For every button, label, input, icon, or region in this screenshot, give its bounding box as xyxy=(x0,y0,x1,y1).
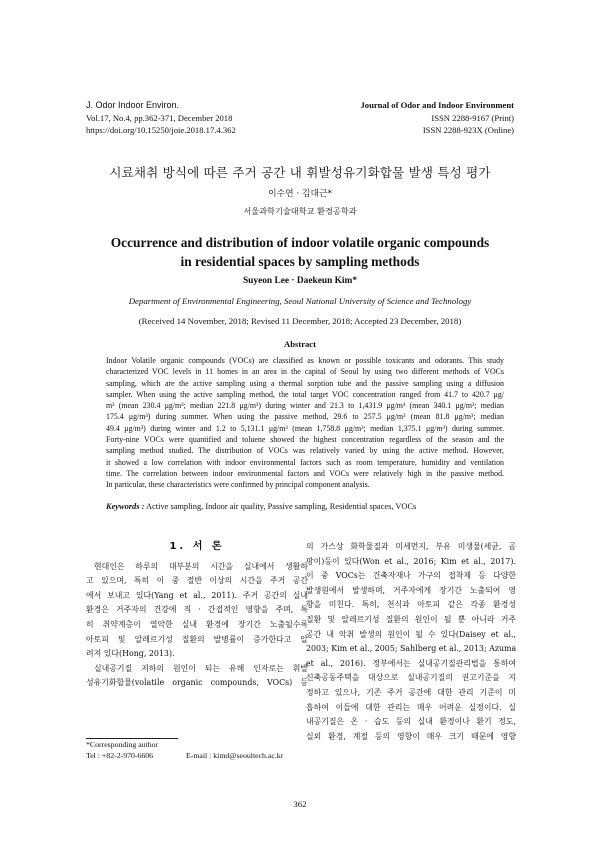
phone-number: Tel : +82-2-970-6606 xyxy=(86,750,154,760)
body-line: 에서 보내고 있다(Yang et al., 2011). 주거 공간의 실내 xyxy=(86,590,308,600)
keywords xyxy=(106,502,526,511)
korean-title: 시료채취 방식에 따른 주거 공간 내 휘발성유기화합물 발생 특성 평가 xyxy=(109,165,491,180)
contact-line xyxy=(86,751,283,762)
english-title xyxy=(60,233,540,271)
abstract-line: it showed a low correlation with indoor environmental factors such as room temperature, humidity and ventilation xyxy=(106,457,504,467)
body-line: 성유기화합물(volatile organic compounds, VOCs) 등 xyxy=(86,678,308,688)
body-line: 려져 있다(Hong, 2013). xyxy=(86,649,175,659)
issn-online: ISSN 2288-923X (Online) xyxy=(422,125,514,135)
abstract-line: sampling method studied. The distribution of VOCs was relatively varied by using the active method. However, xyxy=(106,446,504,456)
body-line: 이 중 VOCs는 건축자재나 가구의 접착제 등 다양한 xyxy=(306,571,516,581)
abstract-line: Forty-nine VOCs were quantified and toluene showed the highest concentration regardless of the season and the xyxy=(106,435,504,445)
body-line: 환경은 거주자의 건강에 직 · 간접적인 영향을 주며, 특 xyxy=(86,605,308,615)
body-line: 흡하여 이들에 대한 관리는 매우 어려운 실정이다. 실 xyxy=(306,702,516,712)
body-line: 내공기질은 온 · 습도 등의 실내 환경이나 환기 정도, xyxy=(306,717,516,727)
body-line: 현대인은 하루의 대부분의 시간을 실내에서 생활하 xyxy=(94,561,308,571)
abstract-heading: Abstract xyxy=(284,339,316,349)
english-title-line2: in residential spaces by sampling methods xyxy=(180,254,420,269)
english-title-line1: Occurrence and distribution of indoor volatile organic compounds xyxy=(110,235,490,250)
abstract-line: sampling, which are the active sampling using a thermal sorption tube and the passive sampling using a diffusion xyxy=(106,378,504,388)
volume-line: Vol.17, No.4, pp.362-371, December 2018 xyxy=(86,112,233,123)
abstract-line: 175.4 μg/m³) during summer. When using the passive method, 29.6 to 257.5 μg/m³ (mean 81.8 μg/m³; median xyxy=(106,412,504,422)
body-line: 팡이)등이 있다(Won et al., 2016; Kim et al., 2017). xyxy=(306,556,516,566)
body-line: 고 있으며, 특히 이 중 절반 이상의 시간을 주거 공간 xyxy=(86,576,308,586)
body-line: 향을 미친다. 특히, 천식과 아토피 같은 각종 환경성 xyxy=(306,600,516,610)
english-affiliation: Department of Environmental Engineering, Seoul National University of Science and Technology xyxy=(128,296,472,306)
body-line: 2003; Kim et al., 2005; Sahlberg et al., 2013; Azuma xyxy=(306,644,517,654)
english-authors: Suyeon Lee · Daekeun Kim* xyxy=(242,276,358,286)
body-line: 실외 환경, 계절 등의 영향이 매우 크기 때문에 영향 xyxy=(306,731,516,741)
page-number: 362 xyxy=(293,799,307,809)
footnote xyxy=(86,740,283,761)
body-line: 히 취약계층이 열악한 실내 환경에 장기간 노출될수록 xyxy=(86,619,308,629)
abstract-body xyxy=(106,355,504,491)
abstract-line: 49.4 μg/m³) during winter and 1.2 to 5,131.1 μg/m³ (mean 1,758.8 μg/m³; median 1,375.1 μg/m³) during summer. xyxy=(106,423,504,433)
journal-abbrev: J. Odor Indoor Environ. xyxy=(86,100,180,110)
abstract-line: Indoor Volatile organic compounds (VOCs) are classified as known or possible toxicants and odorants. This study xyxy=(106,356,504,365)
body-line: 발생원에서 발생하며, 거주자에게 장기간 노출되어 영 xyxy=(306,585,516,595)
body-line: 질환 및 알레르기성 질환의 원인이 될 뿐 아니라 거주 xyxy=(306,614,516,624)
body-line: et al., 2016). 정부에서는 실내공기질관리법을 통하여 xyxy=(306,658,516,668)
body-left-column xyxy=(86,540,308,691)
korean-affiliation: 서울과학기술대학교 환경공학과 xyxy=(243,206,357,216)
korean-authors: 이수연 · 김대근* xyxy=(268,189,332,199)
body-line: 실내공기질 저하의 원인이 되는 유해 인자로는 휘발 xyxy=(94,663,308,673)
header-left xyxy=(86,99,236,137)
body-line: 신축공동주택을 대상으로 실내공기질의 권고기준을 지 xyxy=(306,673,516,683)
email-address[interactable]: E-mail : kimd@seoultech.ac.kr xyxy=(186,750,284,760)
keywords-label: Keywords : xyxy=(106,502,145,511)
body-line: 정하고 있으나, 기존 주거 공간에 대한 관리 기준이 미 xyxy=(306,687,516,697)
section-heading: 1. 서 론 xyxy=(169,541,225,552)
body-line: 의 가스상 화학물질과 미세먼지, 부유 미생물(세균, 곰 xyxy=(306,542,516,551)
body-line: 아토피 및 알레르기성 질환의 발병률이 증가한다고 알 xyxy=(86,634,308,644)
abstract-line: m³ (mean 230.4 μg/m³; median 221.8 μg/m³) during winter and 21.3 to 1,431.9 μg/m³ (mean 340.1 μg/m³; median xyxy=(106,401,504,411)
abstract-line: sampler. When using the active sampling method, the total target VOC concentration ranged from 41.7 to 420.7 μg/ xyxy=(106,389,504,399)
corresponding-author-label: *Corresponding author xyxy=(86,740,159,749)
keywords-list: Active sampling, Indoor air quality, Passive sampling, Residential spaces, VOCs xyxy=(144,502,417,511)
abstract-line: time. The correlation between indoor environmental factors and VOCs were relatively high in the passive method. xyxy=(106,468,504,478)
header-right xyxy=(360,99,514,137)
body-right-column xyxy=(306,540,516,744)
body-line: 공간 내 악취 발생의 원인이 될 수 있다(Daisey et al., xyxy=(306,629,516,639)
footnote-divider xyxy=(86,738,178,739)
abstract-line: characterized VOC levels in 11 homes in an area in the capital of Seoul by using two different methods of VOCs xyxy=(106,367,504,377)
issn-print: ISSN 2288-9167 (Print) xyxy=(431,112,514,123)
journal-name: Journal of Odor and Indoor Environment xyxy=(360,100,514,110)
abstract-line: In particular, these characteristics were confirmed by principal component analysis. xyxy=(106,480,370,490)
doi-link[interactable]: https://doi.org/10.15250/joie.2018.17.4.362 xyxy=(86,125,236,135)
received-dates: (Received 14 November, 2018; Revised 11 December, 2018; Accepted 23 December, 2018) xyxy=(138,316,462,326)
